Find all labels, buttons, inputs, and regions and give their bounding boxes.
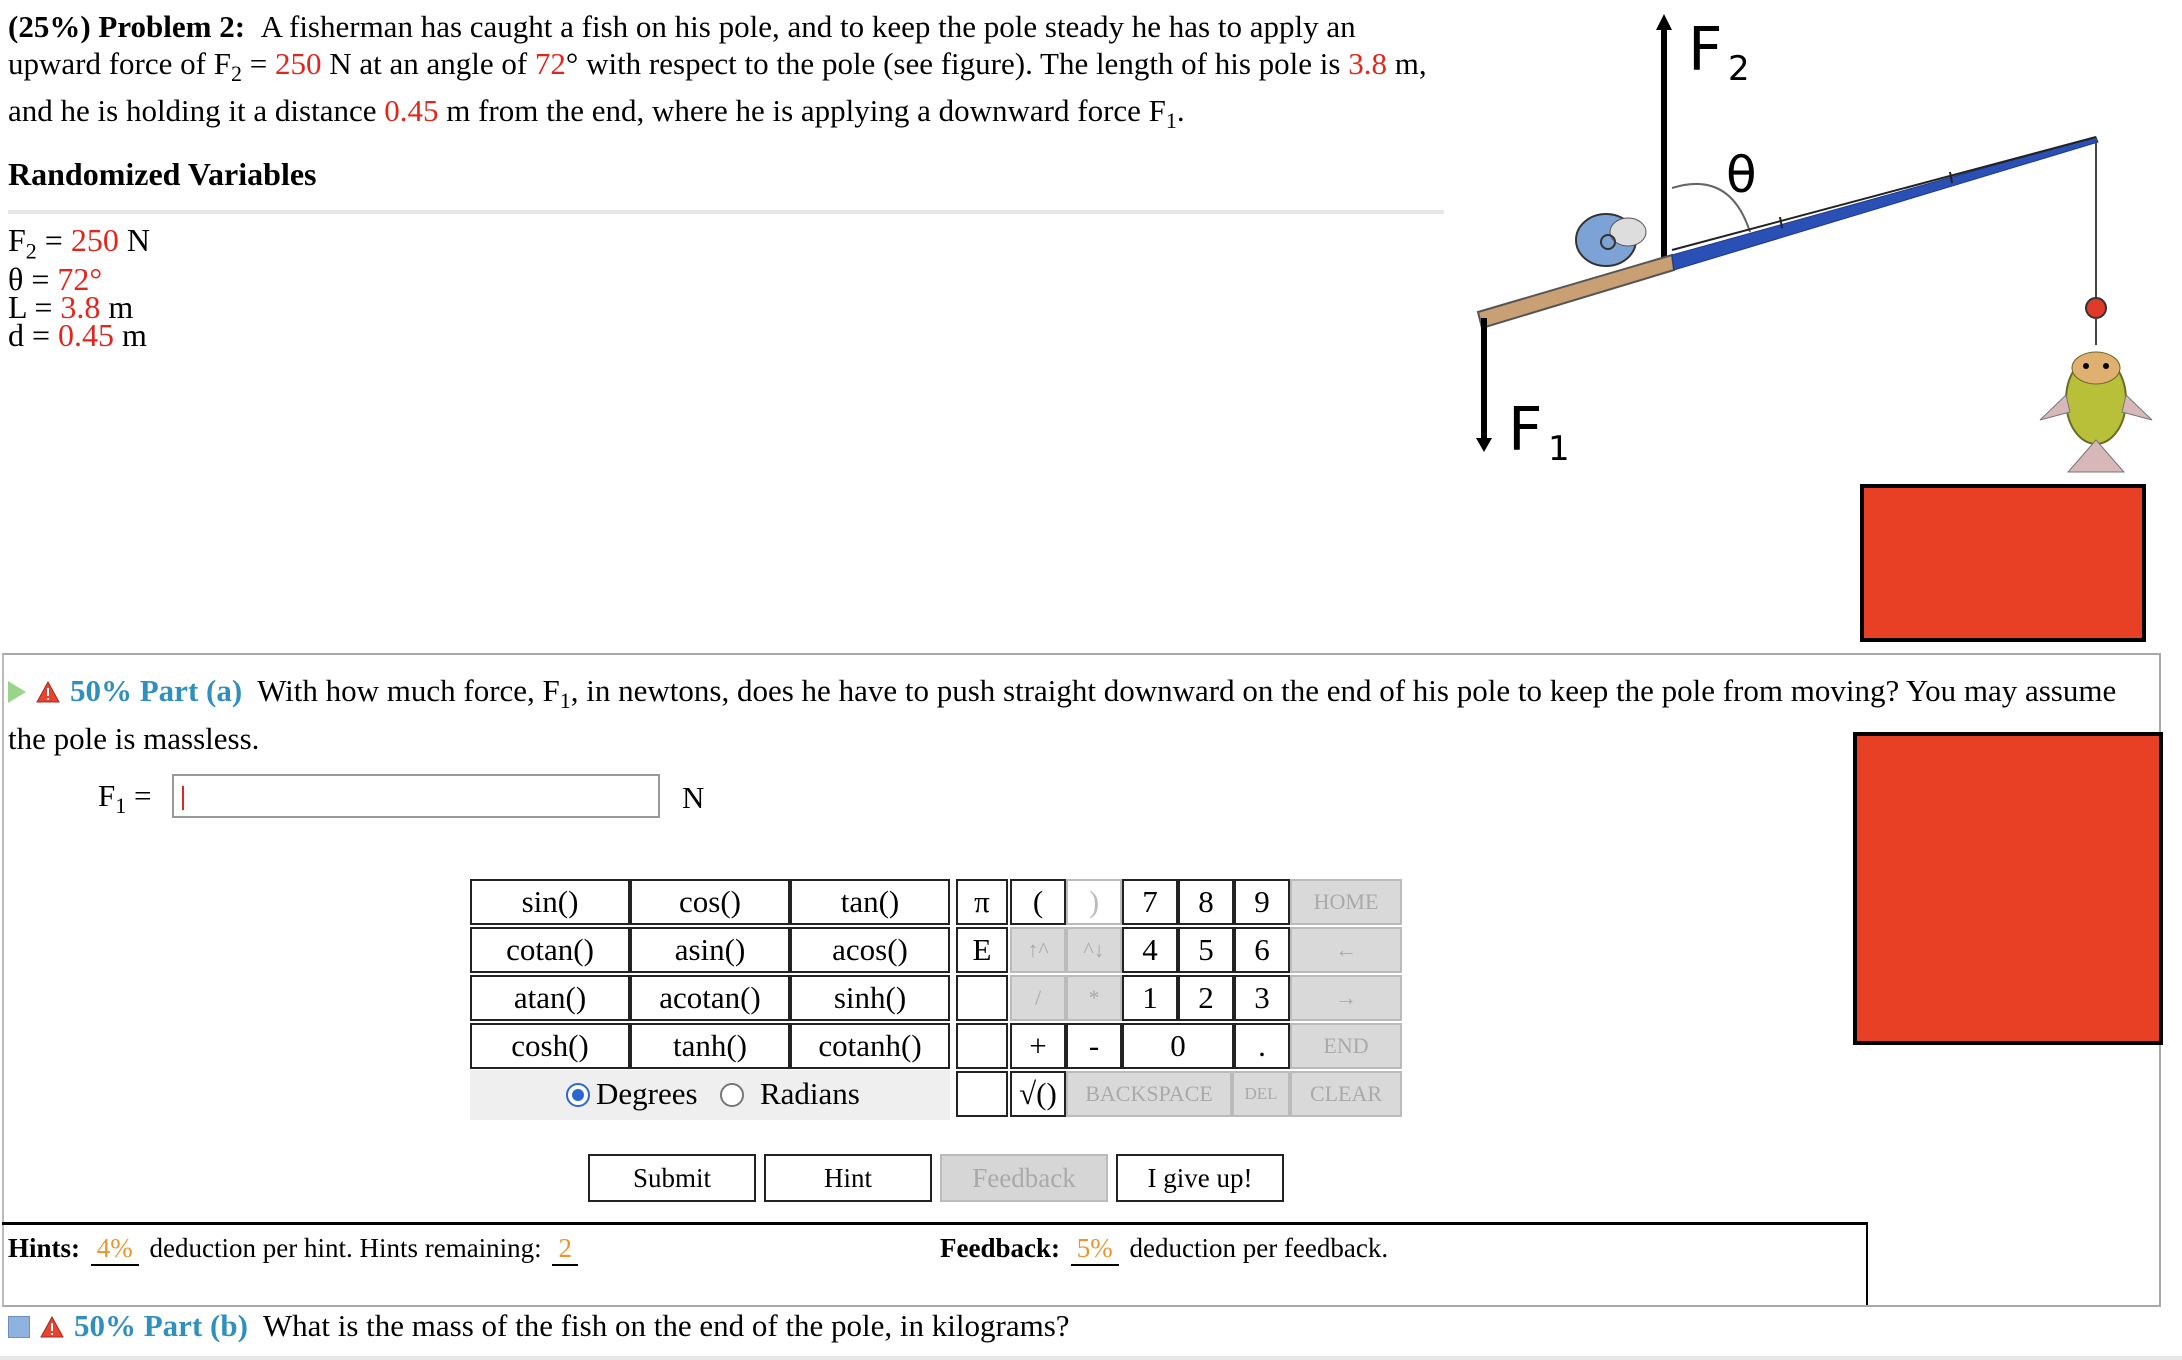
cotan-button[interactable]: cotan()	[470, 927, 630, 973]
var-eq: =	[26, 289, 61, 326]
f1-label-sub: 1	[1548, 429, 1570, 469]
problem-statement	[8, 8, 1448, 139]
expand-arrow-icon[interactable]	[8, 681, 26, 703]
feedback-button[interactable]: Feedback	[940, 1154, 1108, 1202]
f1-label: F	[1508, 395, 1543, 465]
var-value: 250	[70, 222, 119, 258]
cursor-left-button[interactable]: ←	[1290, 927, 1402, 973]
submit-button[interactable]: Submit	[588, 1154, 756, 1202]
open-paren-button[interactable]: (	[1010, 879, 1066, 925]
digit-8-button[interactable]: 8	[1178, 879, 1234, 925]
part-b-text: What is the mass of the fish on the end of the pole, in kilograms?	[262, 1308, 1070, 1343]
feedback-text: deduction per feedback.	[1129, 1233, 1389, 1263]
f2-arrowhead-icon	[1656, 14, 1672, 30]
answer-unit: N	[682, 780, 705, 815]
pi-button[interactable]: π	[956, 879, 1008, 925]
hints-text: deduction per hint. Hints remaining:	[149, 1233, 542, 1263]
text-caret	[182, 786, 184, 810]
warning-icon	[40, 1316, 64, 1338]
part-b-title: 50% Part (b)	[74, 1308, 248, 1343]
feedback-panel	[938, 1222, 1868, 1305]
cos-button[interactable]: cos()	[630, 879, 790, 925]
part-a-question	[8, 672, 2128, 758]
var-eq: =	[36, 222, 71, 258]
d-value: 0.45	[384, 93, 439, 129]
f2-label-sub: 2	[1728, 49, 1750, 89]
hints-label: Hints:	[8, 1233, 81, 1263]
problem-percent: (25%)	[8, 9, 91, 44]
feedback-label: Feedback:	[940, 1233, 1060, 1263]
blank-button	[956, 975, 1008, 1021]
pole-handle	[1478, 255, 1674, 328]
cosh-button[interactable]: cosh()	[470, 1023, 630, 1069]
degrees-label: Degrees	[596, 1076, 698, 1111]
var-eq: =	[24, 317, 59, 354]
exponent-up-button[interactable]: ↑^	[1010, 927, 1066, 973]
answer-var: F	[98, 778, 116, 813]
f2-label: F	[1688, 15, 1723, 85]
hint-button[interactable]: Hint	[764, 1154, 932, 1202]
answer-input[interactable]	[172, 774, 660, 818]
red-box	[1860, 484, 2146, 642]
var-eq: =	[23, 261, 58, 298]
hint-deduction: 4%	[91, 1233, 139, 1266]
var-unit: N	[118, 222, 150, 258]
f2-subscript: 2	[230, 61, 242, 87]
del-button[interactable]: DEL	[1232, 1071, 1290, 1117]
l-value: 3.8	[1348, 46, 1387, 81]
multiply-button[interactable]: *	[1066, 975, 1122, 1021]
var-name: F	[8, 222, 26, 258]
var-name: L	[8, 289, 27, 326]
divider	[8, 210, 1444, 214]
answer-label	[98, 778, 151, 819]
degrees-radio[interactable]	[566, 1083, 590, 1107]
plus-button[interactable]: +	[1010, 1023, 1066, 1069]
problem-text-6: m from the end, where he is applying a downward force F	[438, 93, 1166, 129]
var-name: d	[8, 317, 24, 354]
home-button[interactable]: HOME	[1290, 879, 1402, 925]
radians-label: Radians	[760, 1076, 860, 1111]
part-b-question[interactable]	[8, 1308, 1070, 1344]
backspace-button[interactable]: BACKSPACE	[1066, 1071, 1232, 1117]
divide-button[interactable]: /	[1010, 975, 1066, 1021]
tan-button[interactable]: tan()	[790, 879, 950, 925]
cotanh-button[interactable]: cotanh()	[790, 1023, 950, 1069]
digit-2-button[interactable]: 2	[1178, 975, 1234, 1021]
randomized-variables-heading: Randomized Variables	[8, 156, 317, 192]
var-unit: m	[114, 317, 147, 354]
problem-text-1: A fisherman has caught a fish on his pole, and to keep the pole steady he has to apply an upward force of F	[8, 9, 1356, 81]
problem-text-4: ° with respect to the pole (see figure). The length of his pole is	[565, 46, 1349, 81]
exponent-down-button[interactable]: ^↓	[1066, 927, 1122, 973]
randomized-variables-list	[8, 222, 150, 354]
close-paren-button[interactable]: )	[1066, 879, 1122, 925]
blank-button	[956, 1023, 1008, 1069]
digit-4-button[interactable]: 4	[1122, 927, 1178, 973]
warning-icon	[36, 681, 60, 703]
answer-sub: 1	[115, 793, 127, 819]
variable-f2	[8, 222, 150, 265]
part-a-question-1: With how much force, F	[257, 673, 560, 708]
problem-eq: =	[241, 46, 275, 81]
give-up-button[interactable]: I give up!	[1116, 1154, 1284, 1202]
feedback-deduction: 5%	[1071, 1233, 1119, 1266]
digit-9-button[interactable]: 9	[1234, 879, 1290, 925]
theta-value: 72	[534, 46, 566, 81]
var-sub: 2	[25, 238, 37, 264]
bobber-icon	[2086, 298, 2106, 318]
f2-value: 250	[274, 46, 322, 81]
part-a-sub: 1	[559, 688, 571, 714]
var-name: θ	[8, 261, 24, 298]
sqrt-button[interactable]: √()	[1010, 1071, 1066, 1117]
e-button[interactable]: E	[956, 927, 1008, 973]
part-a-title: 50% Part (a)	[70, 673, 243, 708]
red-box	[1853, 732, 2163, 1045]
fishing-pole-figure	[1460, 0, 2180, 480]
theta-label: θ	[1726, 146, 1757, 204]
var-value: 72°	[57, 261, 103, 298]
var-value: 0.45	[58, 317, 115, 354]
decimal-button[interactable]: .	[1234, 1023, 1290, 1069]
var-unit: m	[100, 289, 134, 326]
atan-button[interactable]: atan()	[470, 975, 630, 1021]
digit-7-button[interactable]: 7	[1122, 879, 1178, 925]
problem-text-5: m, and he is holding it a distance	[8, 46, 1427, 129]
digit-3-button[interactable]: 3	[1234, 975, 1290, 1021]
problem-period: .	[1176, 93, 1185, 129]
sin-button[interactable]: sin()	[470, 879, 630, 925]
f1-arrowhead-icon	[1476, 438, 1492, 452]
clear-button[interactable]: CLEAR	[1290, 1071, 1402, 1117]
minus-button[interactable]: -	[1066, 1023, 1122, 1069]
blank-button	[956, 1071, 1008, 1117]
digit-5-button[interactable]: 5	[1178, 927, 1234, 973]
end-button[interactable]: END	[1290, 1023, 1402, 1069]
collapse-icon[interactable]	[8, 1316, 30, 1338]
variable-d	[8, 317, 150, 354]
hints-remaining: 2	[552, 1233, 578, 1266]
problem-text-3: N at an angle of	[321, 46, 535, 81]
hints-panel	[2, 1222, 938, 1305]
problem-label: Problem 2:	[98, 9, 246, 44]
asin-button[interactable]: asin()	[630, 927, 790, 973]
acos-button[interactable]: acos()	[790, 927, 950, 973]
f1-subscript: 1	[1165, 108, 1177, 134]
angle-mode-row	[470, 1070, 950, 1120]
answer-eq: =	[126, 778, 152, 813]
var-value: 3.8	[60, 289, 101, 326]
digit-0-button[interactable]: 0	[1122, 1023, 1234, 1069]
digit-6-button[interactable]: 6	[1234, 927, 1290, 973]
radians-radio[interactable]	[720, 1083, 744, 1107]
tanh-button[interactable]: tanh()	[630, 1023, 790, 1069]
digit-1-button[interactable]: 1	[1122, 975, 1178, 1021]
sinh-button[interactable]: sinh()	[790, 975, 950, 1021]
divider	[0, 1356, 2182, 1360]
acotan-button[interactable]: acotan()	[630, 975, 790, 1021]
part-a-question-2: , in newtons, does he have to push straight downward on the end of his pole to keep the pole from moving? You may assume the pole is massless.	[8, 673, 2117, 757]
fish-icon	[2040, 352, 2152, 472]
cursor-right-button[interactable]: →	[1290, 975, 1402, 1021]
